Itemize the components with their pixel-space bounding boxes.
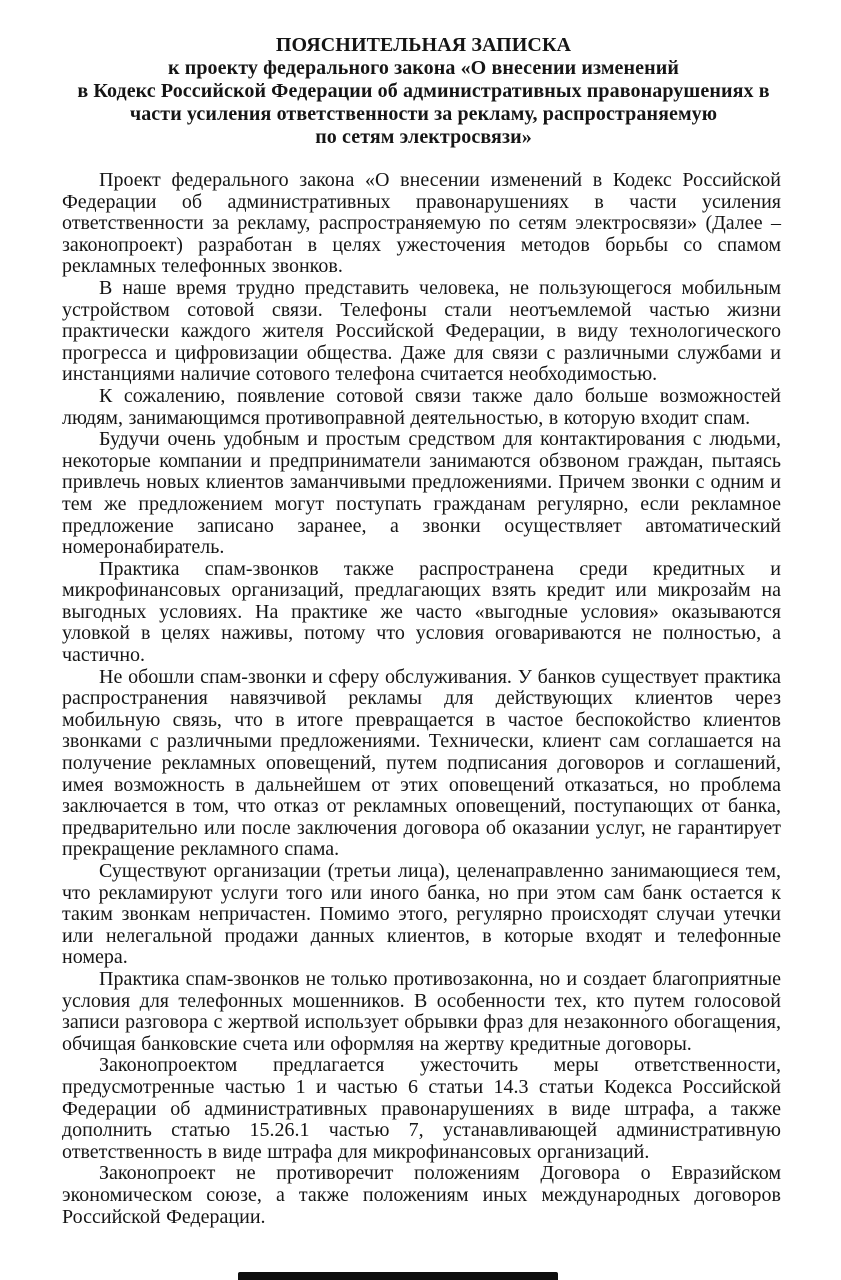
paragraph-fraud: Практика спам-звонков не только противозаконна, но и создает благоприятные условия для телефонных мошенников. В особенности тех, кто путем голосовой записи разговора с жертвой использует обрывки фраз для незаконного обогащения, обчищая банковские счета или оформляя на жертву кредитные договоры. xyxy=(62,967,781,1055)
paragraph-spam-opportunity: К сожалению, появление сотовой связи также дало больше возможностей людям, занимающимся противоправной деятельностью, в которую входит спам. xyxy=(62,384,781,429)
title-line-4: части усиления ответственности за рекламу, распространяемую xyxy=(129,103,718,125)
title-line-2: к проекту федерального закона «О внесении изменений xyxy=(167,57,680,79)
paragraph-intro: Проект федерального закона «О внесении изменений в Кодекс Российской Федерации об административных правонарушениях в части усиления ответственности за рекламу, распространяемую по сетям электросвязи» (Далее – законопроект) разработан в целях ужесточения методов борьбы со спамом рекламных телефонных звонков. xyxy=(62,169,781,278)
paragraph-microfinance: Практика спам-звонков также распространена среди кредитных и микрофинансовых организаций, предлагающих взять кредит или микрозайм на выгодных условиях. На практике же часто «выгодные условия» оказываются уловкой в целях наживы, потому что условия оговариваются не полностью, а частично. xyxy=(62,557,781,667)
title-line-1: ПОЯСНИТЕЛЬНАЯ ЗАПИСКА xyxy=(275,34,572,56)
paragraph-eaeu-compliance: Законопроект не противоречит положениям Договора о Евразийском экономическом союзе, а также положениям иных международных договоров Российской Федерации. xyxy=(62,1162,781,1228)
paragraph-banks: Не обошли спам-звонки и сферу обслуживания. У банков существует практика распространения навязчивой рекламы для действующих клиентов через мобильную связь, что в итоге превращается в частое беспокойство клиентов звонками с различными предложениями. Технически, клиент сам соглашается на получение рекламных оповещений, путем подписания договоров и соглашений, имея возможность в дальнейшем от этих оповещений отказаться, но проблема заключается в том, что отказ от рекламных оповещений, поступающих от банка, предварительно или после заключения договора об оказании услуг, не гарантирует прекращение рекламного спама. xyxy=(62,665,781,861)
document-title xyxy=(62,0,785,149)
paragraph-third-parties: Существуют организации (третьи лица), целенаправленно занимающиеся тем, что рекламируют услуги того или иного банка, но при этом сам банк остается к таким звонкам непричастен. Помимо этого, регулярно происходят случаи утечки или нелегальной продажи данных клиентов, в которые входят и телефонные номера. xyxy=(62,860,781,969)
paragraph-proposal: Законопроектом предлагается ужесточить меры ответственности, предусмотренные частью 1 и частью 6 статьи 14.3 статьи Кодекса Российской Федерации об административных правонарушениях в виде штрафа, а также дополнить статью 15.26.1 частью 7, устанавливающей административную ответственность в виде штрафа для микрофинансовых организаций. xyxy=(62,1054,781,1163)
cropped-bottom-bar xyxy=(238,1272,558,1280)
paragraph-mobile-necessity: В наше время трудно представить человека, не пользующегося мобильным устройством сотовой связи. Телефоны стали неотъемлемой частью жизни практически каждого жителя Российской Федерации, в виду технологического прогресса и цифровизации общества. Даже для связи с различными службами и инстанциями наличие сотового телефона считается необходимостью. xyxy=(62,276,781,386)
title-line-5: по сетям электросвязи» xyxy=(315,126,532,148)
document-body xyxy=(62,170,781,1228)
title-line-3: в Кодекс Российской Федерации об административных правонарушениях в xyxy=(77,80,770,102)
paragraph-autodialer: Будучи очень удобным и простым средством для контактирования с людьми, некоторые компании и предприниматели занимаются обзвоном граждан, пытаясь привлечь новых клиентов заманчивыми предложениями. Причем звонки с одним и тем же предложением могут поступать гражданам регулярно, если рекламное предложение записано заранее, а звонки осуществляет автоматический номеронабиратель. xyxy=(62,428,781,559)
